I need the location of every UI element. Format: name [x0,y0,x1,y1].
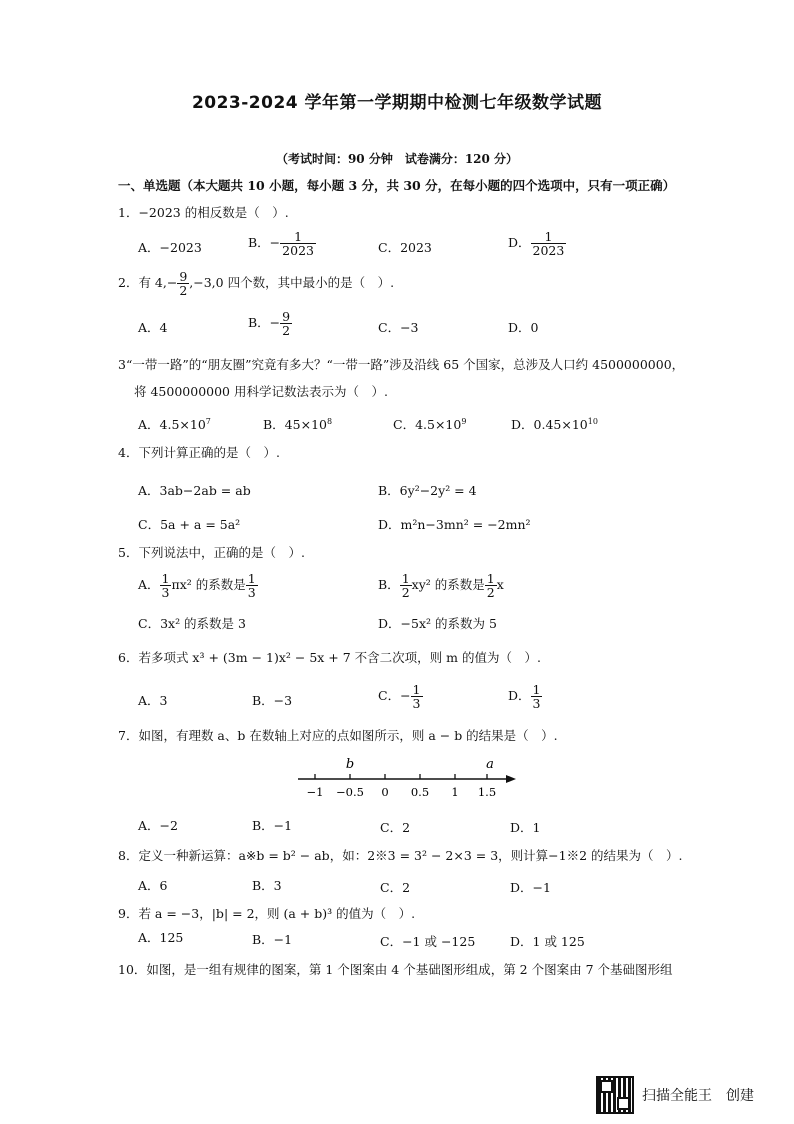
q3-option-a: A．$4.5\times 10^7$ [138,416,211,432]
q4-stem: 4．下列计算正确的是（ ）. [118,445,280,460]
q5-option-b: B． $\frac{1}{2}$ xy² 的系数是 $\frac{1}{2}$ x [378,571,504,601]
q7-stem: 7．如图，有理数 a、b 在数轴上对应的点如图所示，则 a − b 的结果是（ ）. [118,728,558,743]
q9-option-d: D．1 或 125 [510,934,585,949]
q2-option-b: B．− $\frac{9}{2}$ [248,309,291,339]
q4-option-b: B．6y²−2y² = 4 [378,483,477,498]
q8-option-b: B．3 [252,878,282,893]
number-line-tick-label: 1 [451,785,459,799]
q1-stem: 1．−2023 的相反数是（ ）. [118,205,289,220]
q3-option-b: B．$45\times 10^8$ [263,416,333,432]
q7-option-a: A．−2 [138,818,178,833]
q9-option-a: A．125 [138,930,184,945]
scanner-watermark [596,1076,754,1114]
number-line-tick-label: −1 [306,785,324,799]
q6-option-d: D． $\frac{1}{3}$ [508,682,541,712]
number-line-tick-label: −0.5 [336,785,364,799]
q8-option-d: D．−1 [510,880,551,895]
point-label-a: a [486,757,494,772]
q8-option-c: C．2 [380,880,411,895]
q9-option-b: B．−1 [252,932,293,947]
q1-option-a: A．−2023 [138,240,202,255]
number-line-tick-label: 0.5 [410,785,430,799]
q1-option-c: C．2023 [378,240,432,255]
q9-option-c: C．−1 或 −125 [380,934,476,949]
q4-option-d: D．m²n−3mn² = −2mn² [378,517,531,532]
q3-option-d: D．$0.45\times 10^{10}$ [511,416,598,432]
q6-option-a: A．3 [138,693,168,708]
q9-stem: 9．若 a = −3，|b| = 2，则 (a + b)³ 的值为（ ）. [118,906,416,921]
q1-option-b: B．− $\frac{1}{2023}$ [248,229,314,259]
section-heading: 一、单选题（本大题共 10 小题，每小题 3 分，共 30 分，在每小题的四个选项中，只有一项正确） [118,178,676,193]
q2-option-c: C．−3 [378,320,419,335]
qr-code-icon [596,1076,634,1114]
number-line-tick-label: 0 [381,785,389,799]
q3-stem-line1: 3“一带一路”的“朋友圈”究竟有多大？“一带一路”涉及沿线 65 个国家，总涉及人口约 4500000000， [118,357,685,372]
exam-subtitle: （考试时间：90 分钟 试卷满分：120 分） [275,152,519,166]
q8-option-a: A．6 [138,878,168,893]
q7-option-d: D．1 [510,820,541,835]
point-label-b: b [345,757,355,772]
q2-stem: 2．有 4,− $\frac{9}{2}$ ,−3,0 四个数，其中最小的是（ ）. [118,269,395,299]
q2-option-d: D．0 [508,320,539,335]
q1-option-d: D． $\frac{1}{2023}$ [508,229,565,259]
q7-option-c: C．2 [380,820,411,835]
q4-option-c: C．5a + a = 5a² [138,517,241,532]
q2-option-a: A．4 [138,320,168,335]
q4-option-a: A．3ab−2ab = ab [138,483,251,498]
q6-stem: 6．若多项式 x³ + (3m − 1)x² − 5x + 7 不含二次项，则 m 的值为（ ）. [118,650,541,665]
exam-title: 2023-2024 学年第一学期期中检测七年级数学试题 [191,93,603,113]
q6-option-b: B．−3 [252,693,293,708]
q3-option-c: C．$4.5\times 10^9$ [393,416,467,432]
watermark-text: 扫描全能王 创建 [642,1088,754,1104]
q6-option-c: C．− $\frac{1}{3}$ [378,682,421,712]
q5-stem: 5．下列说法中，正确的是（ ）. [118,545,305,560]
number-line [290,752,520,802]
number-line-tick-label: 1.5 [477,785,497,799]
q7-option-b: B．−1 [252,818,293,833]
q10-stem: 10．如图，是一组有规律的图案，第 1 个图案由 4 个基础图形组成，第 2 个图案由 7 个基础图形组 [118,962,673,977]
q5-option-d: D．−5x² 的系数为 5 [378,616,497,631]
q5-option-a: A． $\frac{1}{3}$ πx² 的系数是 $\frac{1}{3}$ [138,571,256,601]
q5-option-c: C．3x² 的系数是 3 [138,616,246,631]
q8-stem: 8．定义一种新运算：a※b = b² − ab，如：2※3 = 3² − 2×3 = 3，则计算−1※2 的结果为（ ）. [118,848,683,863]
q3-stem-line2: 将 4500000000 用科学记数法表示为（ ）. [134,384,388,399]
